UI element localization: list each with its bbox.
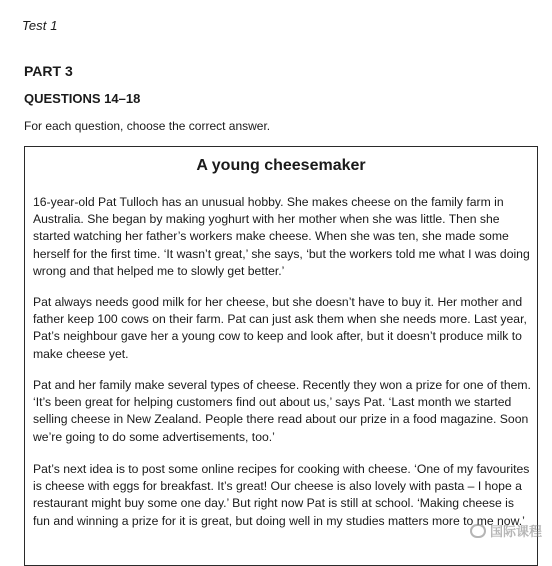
watermark [470, 521, 542, 540]
test-label: Test 1 [22, 18, 58, 33]
article-paragraph-4: Pat’s next idea is to post some online recipes for cooking with cheese. ‘One of my favourites is cheese with eggs for breakfast. It’s great! Our cheese is also lovely with pasta – I hope a restaurant might buy some one day.’ But right now Pat is still at school. ‘Making cheese is fun and winning a prize for it is great, but doing well in my studies matters more to me now.’ [33, 462, 530, 528]
article-paragraph-2: Pat always needs good milk for her cheese, but she doesn’t have to buy it. Her mother and father keep 100 cows on their farm. Pat can just ask them when she needs more. Last year, Pat’s neighbour gave her a young cow to keep and look after, but it doesn’t produce milk to make cheese yet. [33, 295, 527, 361]
article-paragraph-3: Pat and her family make several types of cheese. Recently they won a prize for one of them. ‘It’s been great for helping customers find out about us,’ says Pat. ‘Last month we started selling cheese in New Zealand. People there read about our prize in a food magazine. Soon we’re going to do some advertisements, too.’ [33, 378, 531, 444]
article-box [24, 146, 538, 566]
instruction-text: For each question, choose the correct answer. [24, 119, 271, 133]
questions-heading: QUESTIONS 14–18 [24, 91, 141, 106]
part-title: PART 3 [24, 63, 73, 79]
article-title: A young cheesemaker [196, 157, 366, 174]
watermark-text: 国际课程 [489, 524, 542, 539]
article-paragraph-1: 16-year-old Pat Tulloch has an unusual hobby. She makes cheese on the family farm in Australia. She began by making yoghurt with her mother when she was little. Then she started watching her father’s workers make cheese. When she was ten, she made some herself for the first time. ‘It wasn’t great,’ she says, ‘but the workers told me what I was doing wrong and that helped me to slowly get better.’ [33, 195, 530, 278]
wechat-icon [470, 524, 486, 538]
